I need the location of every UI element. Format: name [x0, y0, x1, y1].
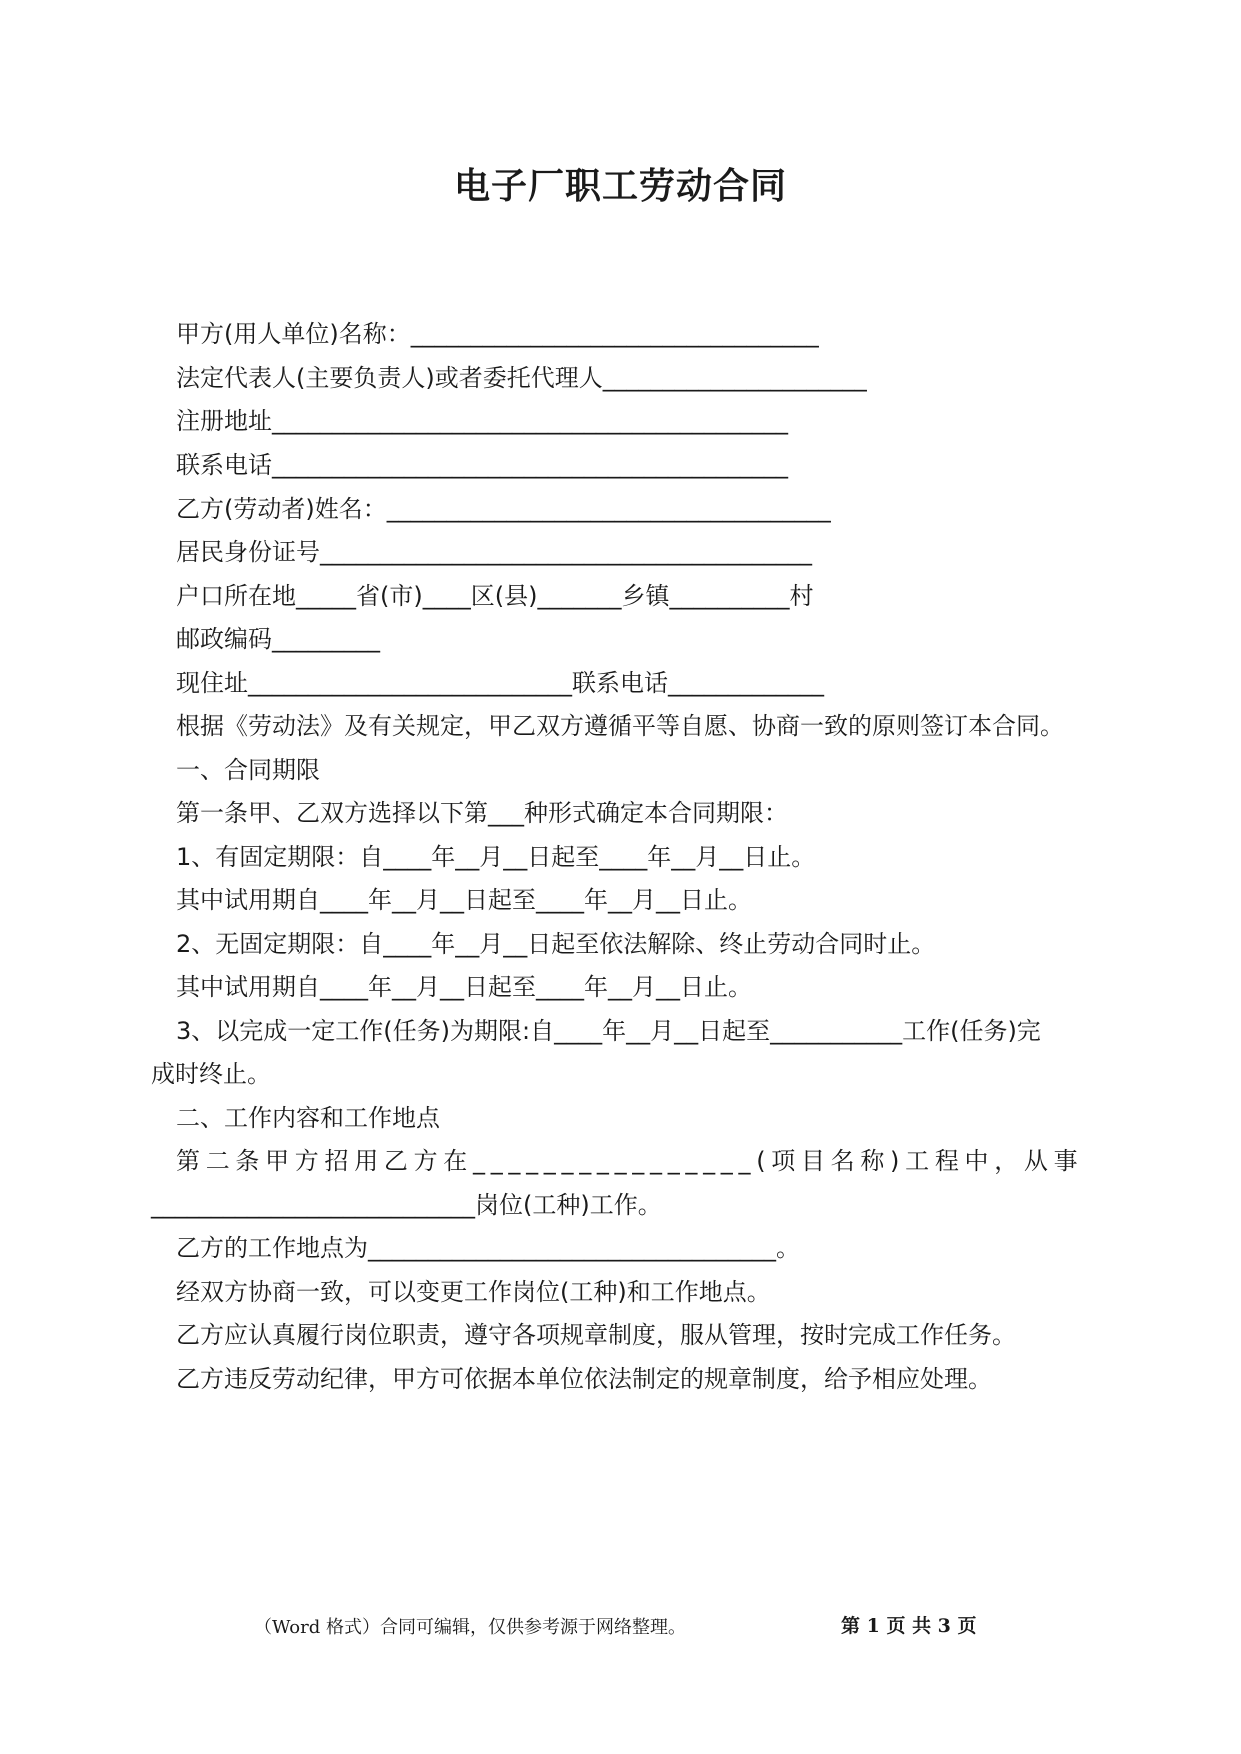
discipline-line: 乙方违反劳动纪律，甲方可依据本单位依法制定的规章制度，给予相应处理。 — [176, 1365, 992, 1393]
footer-note: （Word 格式）合同可编辑，仅供参考源于网络整理。 — [254, 1617, 686, 1638]
id-number-line: 居民身份证号_________________________________________ — [176, 538, 812, 566]
open-term-line: 2、无固定期限：自____年__月__日起至依法解除、终止劳动合同时止。 — [176, 930, 936, 958]
party-a-phone-line: 联系电话___________________________________________ — [176, 451, 788, 479]
current-address-line: 现住址___________________________联系电话_____________ — [176, 669, 824, 697]
article-2-text: 第二条甲方招用乙方在________________(项目名称)工程中，从事 — [176, 1147, 1084, 1175]
preamble-paragraph: 根据《劳动法》及有关规定，甲乙双方遵循平等自愿、协商一致的原则签订本合同。 — [176, 712, 1064, 740]
legal-representative-line: 法定代表人(主要负责人)或者委托代理人______________________ — [176, 364, 867, 392]
article-2-text-continued: ___________________________岗位(工种)工作。 — [151, 1191, 662, 1219]
section-heading-term: 一、合同期限 — [176, 756, 320, 784]
registered-address-line: 注册地址___________________________________________ — [176, 407, 788, 435]
document-title: 电子厂职工劳动合同 — [453, 166, 787, 207]
task-term-line: 3、以完成一定工作(任务)为期限:自____年__月__日起至___________工作(任务)完 — [176, 1017, 1041, 1045]
party-a-name-line: 甲方(用人单位)名称：__________________________________ — [176, 320, 819, 348]
change-agreement-line: 经双方协商一致，可以变更工作岗位(工种)和工作地点。 — [176, 1278, 771, 1306]
household-registration-line: 户口所在地_____省(市)____区(县)_______乡镇__________村 — [176, 582, 814, 610]
postal-code-line: 邮政编码_________ — [176, 625, 380, 653]
page-number: 第 1 页 共 3 页 — [841, 1615, 977, 1637]
fixed-term-probation-line: 其中试用期自____年__月__日起至____年__月__日止。 — [176, 886, 752, 914]
duties-line: 乙方应认真履行岗位职责，遵守各项规章制度，服从管理，按时完成工作任务。 — [176, 1321, 1016, 1349]
party-b-name-line: 乙方(劳动者)姓名：_____________________________________ — [176, 495, 831, 523]
fixed-term-line: 1、有固定期限：自____年__月__日起至____年__月__日止。 — [176, 843, 816, 871]
section-heading-work: 二、工作内容和工作地点 — [176, 1104, 440, 1132]
article-1-text: 第一条甲、乙双方选择以下第___种形式确定本合同期限： — [176, 799, 788, 827]
work-location-line: 乙方的工作地点为__________________________________。 — [176, 1234, 800, 1262]
open-term-probation-line: 其中试用期自____年__月__日起至____年__月__日止。 — [176, 973, 752, 1001]
task-term-line-continued: 成时终止。 — [151, 1060, 271, 1088]
